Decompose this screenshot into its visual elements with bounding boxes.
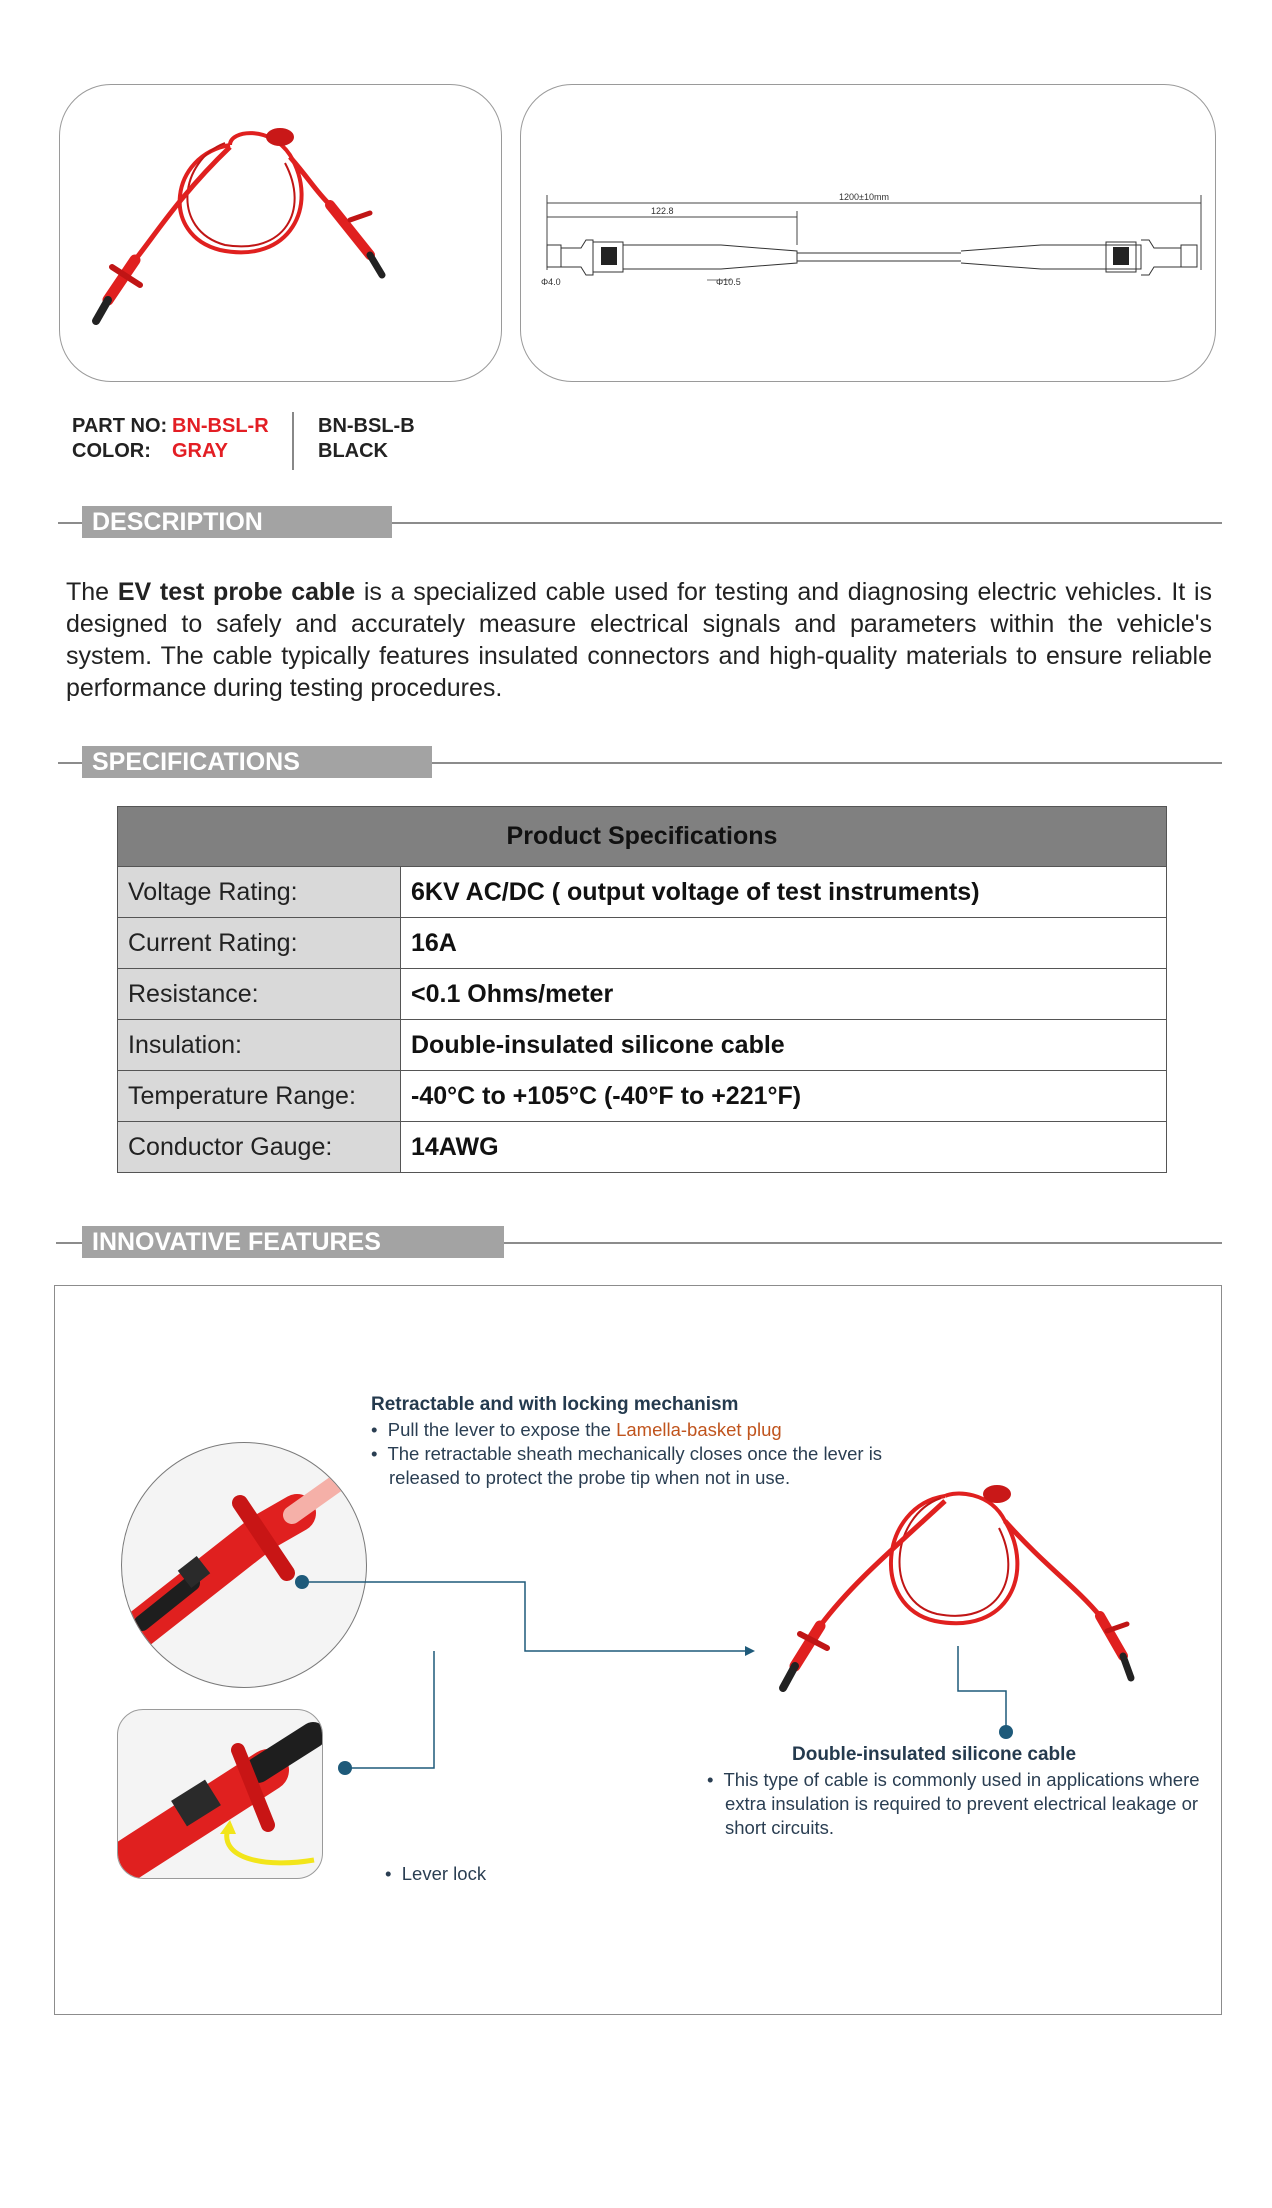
part-info	[72, 414, 415, 464]
technical-drawing-panel	[520, 84, 1216, 382]
lever-lock-label: • Lever lock	[385, 1863, 487, 1884]
spec-table	[117, 806, 1167, 1173]
color-black: BLACK	[318, 440, 388, 462]
body-diameter-label: Φ10.5	[716, 277, 741, 287]
table-row: Voltage Rating: 6KV AC/DC ( output voltage of test instruments)	[118, 867, 1167, 918]
cable-feature: Double-insulated silicone cable • This type of cable is commonly used in applications where extra insulation is required to prevent electrical leakage or short circuits.	[707, 1744, 1227, 1840]
table-row: Insulation: Double-insulated silicone cable	[118, 1020, 1167, 1071]
retract-title: Retractable and with locking mechanism	[371, 1394, 739, 1415]
product-photo-panel	[59, 84, 502, 382]
part-no-red: BN-BSL-R	[172, 415, 269, 437]
length-label: 1200±10mm	[839, 192, 889, 202]
tip-diameter-label: Φ4.0	[541, 277, 561, 287]
probe-cable-image	[60, 85, 501, 381]
color-label: COLOR:	[72, 440, 151, 462]
part-no-label: PART NO:	[72, 415, 168, 437]
part-no-black: BN-BSL-B	[318, 415, 415, 437]
table-row: Temperature Range: -40°C to +105°C (-40°F to +221°F)	[118, 1071, 1167, 1122]
table-row: Conductor Gauge: 14AWG	[118, 1122, 1167, 1173]
description-header: DESCRIPTION	[82, 506, 392, 538]
table-row: Resistance: <0.1 Ohms/meter	[118, 969, 1167, 1020]
part-divider	[292, 412, 294, 470]
features-header: INNOVATIVE FEATURES	[82, 1226, 504, 1258]
color-red: GRAY	[172, 440, 228, 462]
table-row: Current Rating: 16A	[118, 918, 1167, 969]
retract-feature: Retractable and with locking mechanism • Pull the lever to expose the Lamella-basket plug • The retractable sheath mechanically closes once the lever is released to protect the probe tip when not in use.	[371, 1394, 931, 1490]
specifications-header: SPECIFICATIONS	[82, 746, 432, 778]
handle-label: 122.8	[651, 206, 674, 216]
spec-table-title: Product Specifications	[118, 807, 1167, 867]
cable-image	[755, 1466, 1185, 1706]
lamella-plug-highlight: Lamella-basket plug	[616, 1419, 782, 1440]
description-bold: EV test probe cable	[117, 578, 356, 606]
cable-title: Double-insulated silicone cable	[792, 1744, 1077, 1765]
features-box	[54, 1285, 1222, 2015]
description-text: The EV test probe cable is a specialized cable used for testing and diagnosing electric vehicles. It is designed to safely and accurately measure electrical signals and parameters within the vehicle's system. The cable typically features insulated connectors and high-quality materials to ensure reliable performance during testing procedures.	[66, 578, 1212, 702]
dimension-drawing	[521, 85, 1215, 381]
